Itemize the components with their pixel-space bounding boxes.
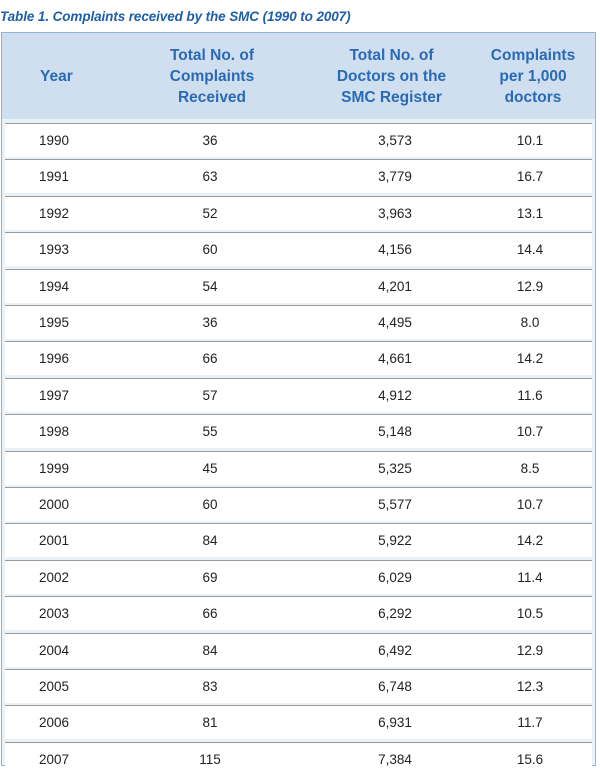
cell-complaints-per-1000: 15.6: [516, 751, 544, 767]
cell-complaints-per-1000: 10.7: [516, 424, 544, 440]
cell-total-complaints: 57: [202, 387, 218, 403]
cell-total-doctors: 6,748: [378, 679, 412, 694]
cell-year: 2003: [39, 606, 70, 622]
cell-total-doctors: 4,495: [378, 315, 412, 330]
cell-year: 1996: [39, 351, 70, 367]
cell-total-doctors: 5,577: [378, 497, 412, 512]
cell-total-doctors: 4,912: [378, 387, 412, 403]
table-row: [5, 633, 592, 667]
table-row: [5, 378, 592, 412]
cell-total-complaints: 55: [202, 424, 218, 440]
cell-year: 2006: [39, 715, 70, 731]
table-row: [5, 269, 592, 303]
cell-total-complaints: 54: [202, 278, 218, 294]
cell-year: 2000: [39, 497, 70, 512]
cell-complaints-per-1000: 10.7: [516, 497, 544, 512]
cell-complaints-per-1000: 10.1: [516, 133, 544, 148]
cell-year: 2007: [39, 751, 70, 767]
cell-total-complaints: 45: [202, 460, 218, 476]
cell-complaints-per-1000: 14.2: [516, 351, 544, 367]
cell-year: 2002: [39, 569, 70, 585]
cell-complaints-per-1000: 14.2: [516, 533, 544, 549]
cell-total-doctors: 7,384: [378, 751, 412, 767]
cell-total-doctors: 5,922: [378, 533, 412, 549]
cell-total-complaints: 84: [202, 533, 218, 549]
table-row: [5, 487, 592, 521]
cell-complaints-per-1000: 12.9: [516, 642, 544, 658]
cell-year: 1991: [39, 169, 70, 185]
table-row: [5, 742, 592, 776]
table-row: [5, 560, 592, 594]
cell-total-complaints: 84: [202, 642, 218, 658]
cell-total-doctors: 3,963: [378, 205, 412, 221]
header-total-complaints: Total No. of Complaints Received: [169, 46, 255, 106]
cell-complaints-per-1000: 12.9: [516, 278, 544, 294]
cell-total-complaints: 63: [202, 169, 218, 185]
cell-total-complaints: 81: [202, 715, 218, 731]
table-row: [5, 669, 592, 703]
table-row: [5, 305, 592, 339]
table-row: [5, 232, 592, 266]
cell-total-complaints: 69: [202, 569, 218, 585]
cell-total-doctors: 4,156: [378, 242, 412, 258]
table-row: [5, 596, 592, 630]
table-caption: Table 1. Complaints received by the SMC (1990 to 2007): [0, 9, 351, 24]
cell-total-doctors: 6,931: [378, 715, 412, 731]
cell-year: 1994: [39, 278, 70, 294]
cell-total-complaints: 60: [202, 497, 218, 512]
cell-total-complaints: 36: [202, 133, 218, 148]
table-row: [5, 451, 592, 485]
table-row: [5, 123, 592, 157]
cell-total-doctors: 5,325: [378, 460, 412, 476]
cell-year: 1998: [39, 424, 70, 440]
cell-total-doctors: 5,148: [378, 424, 412, 440]
cell-year: 1999: [39, 460, 70, 476]
cell-complaints-per-1000: 11.6: [517, 387, 543, 403]
header-total-doctors: Total No. of Doctors on the SMC Register: [336, 46, 447, 106]
cell-total-complaints: 52: [202, 205, 218, 221]
cell-total-complaints: 83: [202, 679, 218, 694]
cell-total-complaints: 60: [202, 242, 218, 258]
table-row: [5, 159, 592, 193]
cell-total-doctors: 6,492: [378, 642, 412, 658]
cell-complaints-per-1000: 16.7: [516, 169, 544, 185]
table-row: [5, 414, 592, 448]
cell-total-complaints: 36: [202, 315, 218, 330]
cell-complaints-per-1000: 8.5: [520, 460, 540, 476]
table-row: [5, 705, 592, 739]
cell-complaints-per-1000: 10.5: [516, 606, 544, 622]
cell-total-complaints: 115: [199, 751, 221, 767]
table-header: [2, 33, 595, 119]
cell-complaints-per-1000: 11.7: [517, 715, 543, 731]
cell-total-doctors: 6,029: [378, 569, 412, 585]
cell-year: 2004: [39, 642, 70, 658]
cell-total-complaints: 66: [202, 606, 218, 622]
cell-total-complaints: 66: [202, 351, 218, 367]
cell-complaints-per-1000: 8.0: [520, 315, 540, 330]
cell-total-doctors: 6,292: [378, 606, 412, 622]
cell-total-doctors: 3,573: [378, 133, 412, 148]
table-row: [5, 523, 592, 557]
cell-year: 1993: [39, 242, 70, 258]
cell-year: 1997: [39, 387, 70, 403]
cell-total-doctors: 4,201: [378, 278, 412, 294]
cell-total-doctors: 4,661: [378, 351, 412, 367]
complaints-table: [1, 32, 596, 766]
cell-complaints-per-1000: 11.4: [517, 569, 543, 585]
cell-year: 2001: [39, 533, 70, 549]
table-row: [5, 196, 592, 230]
cell-complaints-per-1000: 12.3: [516, 679, 544, 694]
cell-total-doctors: 3,779: [378, 169, 412, 185]
cell-year: 1995: [39, 315, 70, 330]
header-year: Year: [40, 67, 73, 85]
table-row: [5, 341, 592, 375]
header-complaints-per-1000: Complaints per 1,000 doctors: [490, 46, 576, 106]
cell-year: 2005: [39, 679, 70, 694]
cell-complaints-per-1000: 13.1: [516, 205, 544, 221]
cell-complaints-per-1000: 14.4: [516, 242, 544, 258]
cell-year: 1990: [39, 133, 70, 148]
cell-year: 1992: [39, 205, 70, 221]
